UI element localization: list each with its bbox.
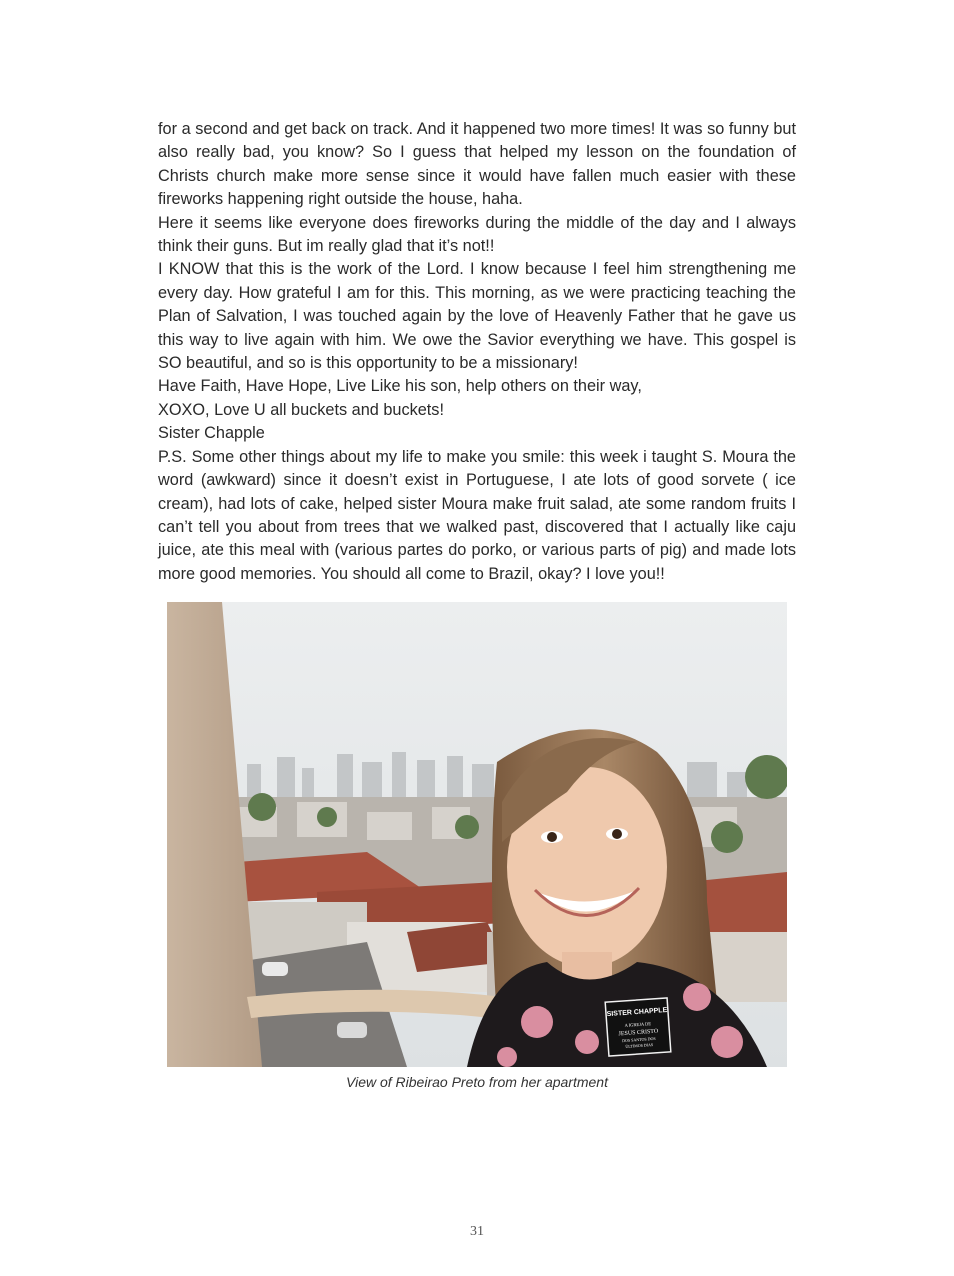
paragraph: for a second and get back on track. And it happened two more times! It was so funny but also really bad, you know? So I guess that helped my lesson on the foundation of Christs church make more sense since it would have fallen much easier with these fireworks happening right outside the house, haha.	[158, 120, 796, 209]
page-number: 31	[470, 1224, 484, 1239]
signature-line: Sister Chapple	[158, 424, 265, 443]
badge-line-text: DOS SANTOS DOS	[621, 1035, 656, 1044]
city-view-photo	[167, 602, 787, 1067]
paragraph: I KNOW that this is the work of the Lord. I know because I feel him strengthening me every day. How grateful I am for this. This morning, as we were practicing teaching the Plan of Salvation, I was touched again by the love of Heavenly Father that he gave us this way to live again with him. We owe the Savior everything we have. This gospel is SO beautiful, and so is this opportunity to be a missionary!	[158, 260, 796, 373]
badge-name-text: SISTER CHAPPLE	[606, 1006, 668, 1019]
badge-line-text: A IGREJA DE	[624, 1021, 652, 1028]
paragraph: P.S. Some other things about my life to make you smile: this week i taught S. Moura the word (awkward) since it doesn’t exist in Portuguese, I ate lots of good sorvete ( ice cream), had lots of cake, helped sister Moura make fruit salad, ate some random fruits I can’t tell you about from trees that we walked past, discovered that I actually like caju juice, ate this meal with (various partes do porko, or various parts of pig) and made lots more good memories. You should all come to Brazil, okay? I love you!!	[158, 447, 796, 583]
name-badge-graphic	[605, 998, 671, 1056]
paragraph: XOXO, Love U all buckets and buckets!	[158, 400, 444, 419]
body-text	[158, 118, 796, 586]
paragraph: Here it seems like everyone does fireworks during the middle of the day and I always think their guns. But im really glad that it’s not!!	[158, 213, 796, 256]
badge-line-text: ÚLTIMOS DIAS	[625, 1041, 654, 1049]
photo-caption: View of Ribeirao Preto from her apartment	[346, 1074, 608, 1090]
paragraph: Have Faith, Have Hope, Live Like his son, help others on their way,	[158, 377, 642, 396]
badge-line-text: JESUS CRISTO	[618, 1028, 659, 1038]
